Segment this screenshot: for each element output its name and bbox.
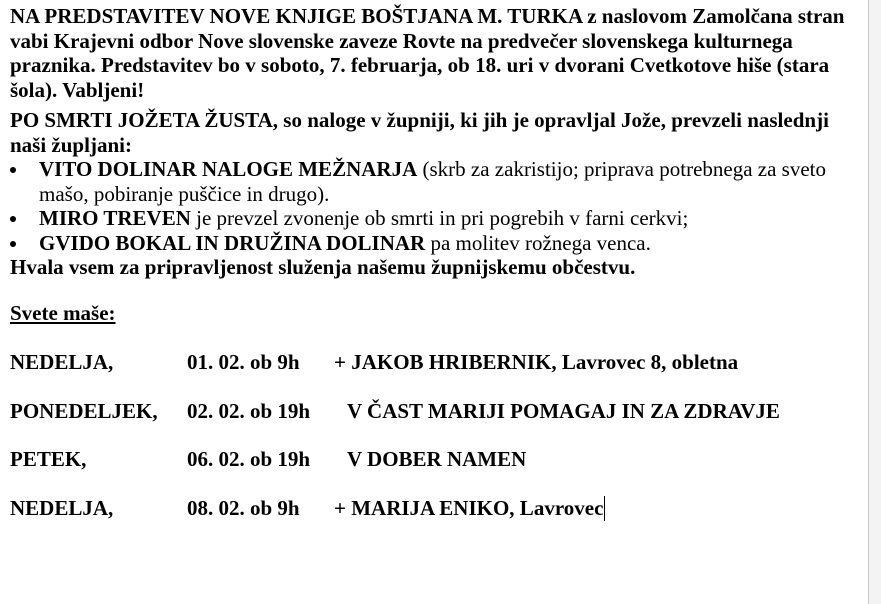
mass-intention: + JAKOB HRIBERNIK, Lavrovec 8, obletna bbox=[334, 350, 739, 374]
mass-day: PETEK, bbox=[10, 447, 87, 471]
duty-name: GVIDO BOKAL IN DRUŽINA DOLINAR bbox=[39, 230, 426, 255]
duties-intro-paragraph: PO SMRTI JOŽETA ŽUSTA, so naloge v župniji, ki jih je opravljal Jože, prevzeli naslednji naši župljani: bbox=[10, 108, 829, 157]
mass-row bbox=[10, 447, 860, 472]
mass-row bbox=[10, 350, 860, 375]
bullet-icon bbox=[10, 241, 16, 247]
duty-name: MIRO TREVEN bbox=[39, 206, 191, 230]
document-body[interactable] bbox=[10, 4, 860, 520]
mass-intention: V ČAST MARIJI POMAGAJ IN ZA ZDRAVJE bbox=[347, 398, 780, 423]
book-presentation-paragraph: NA PREDSTAVITEV NOVE KNJIGE BOŠTJANA M. TURKA z naslovom Zamolčana stran vabi Krajevni odbor Nove slovenske zaveze Rovte na predvečer slovenskega kulturnega praznika. Predstavitev bo v soboto, 7. februarja, ob 18. uri v dvorani Cvetkotove hiše (stara šola). Vabljeni! bbox=[10, 4, 845, 102]
thanks-paragraph: Hvala vsem za pripravljenost služenja našemu župnijskemu občestvu. bbox=[10, 255, 636, 279]
mass-time: 01. 02. ob 9h bbox=[187, 350, 300, 374]
mass-intention: V DOBER NAMEN bbox=[347, 447, 527, 471]
mass-day: NEDELJA, bbox=[10, 495, 114, 520]
mass-time: 08. 02. ob 9h bbox=[187, 495, 300, 520]
duty-name: VITO DOLINAR NALOGE MEŽNARJA bbox=[39, 157, 418, 181]
masses-heading: Svete maše: bbox=[10, 300, 116, 325]
duties-list bbox=[10, 157, 860, 255]
list-item bbox=[10, 157, 860, 206]
mass-time: 06. 02. ob 19h bbox=[187, 447, 311, 471]
mass-intention-wrap bbox=[334, 496, 605, 521]
list-item bbox=[10, 231, 860, 256]
list-item bbox=[10, 206, 860, 231]
duty-detail: pa molitev rožnega venca. bbox=[425, 230, 651, 255]
duty-detail: (skrb za zakristijo; priprava potrebnega za sveto mašo, pobiranje puščice in drugo). bbox=[39, 157, 827, 206]
duty-detail: je prevzel zvonenje ob smrti in pri pogrebih v farni cerkvi; bbox=[190, 206, 689, 230]
bullet-icon bbox=[10, 216, 16, 222]
mass-intention: + MARIJA ENIKO, Lavrovec bbox=[334, 495, 604, 520]
mass-day: PONEDELJEK, bbox=[10, 398, 158, 423]
mass-row bbox=[10, 496, 860, 521]
text-cursor bbox=[604, 496, 605, 521]
mass-day: NEDELJA, bbox=[10, 350, 114, 374]
mass-row bbox=[10, 399, 860, 424]
window-margin bbox=[869, 0, 881, 604]
mass-time: 02. 02. ob 19h bbox=[187, 398, 311, 423]
bullet-icon bbox=[10, 167, 16, 173]
